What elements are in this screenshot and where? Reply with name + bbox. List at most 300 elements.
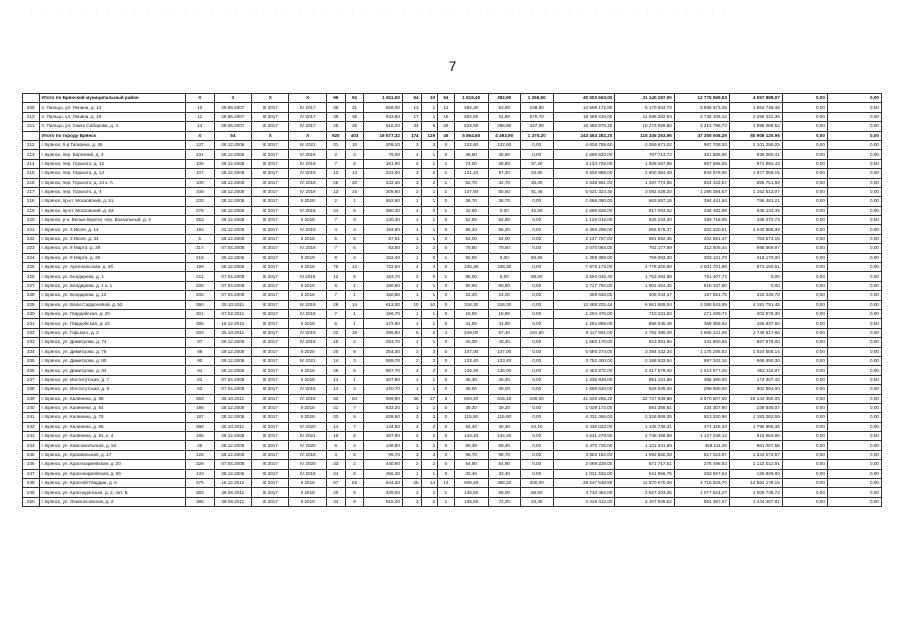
- table-row: [23, 328, 882, 337]
- table-row: [23, 403, 882, 412]
- cell-fund-1: 11 598 262,53: [615, 112, 674, 121]
- cell-no: 216: [23, 178, 40, 187]
- cell-area-living: 36: [402, 394, 421, 403]
- cell-cost-total: 2 717 792,00: [553, 281, 615, 290]
- cell-residents: 1: [438, 272, 455, 281]
- table-row: [23, 375, 882, 384]
- cell-address: г. Брянск, ул. Калинина, д. 85: [39, 422, 185, 431]
- cell-fund-4: 0,00: [782, 187, 827, 196]
- cell-residential: 36,90: [488, 150, 520, 159]
- cell-area-living: 13: [402, 103, 421, 112]
- cell-year: 389: [185, 422, 214, 431]
- cell-fund-4: 0,00: [782, 291, 827, 300]
- cell-date-start: III 2017: [252, 234, 289, 243]
- cell-fund-1: 2 748 458,58: [615, 432, 674, 441]
- cell-fund-2: 524 432,57: [674, 178, 729, 187]
- cell-year: 11: [185, 112, 214, 121]
- cell-floors: 2: [326, 197, 345, 206]
- cell-no: 221: [23, 225, 40, 234]
- cell-nonresidential: 88,00: [520, 272, 553, 281]
- cell-year: 216: [185, 253, 214, 262]
- cell-fund-5: 0,00: [827, 347, 881, 356]
- cell-residential: 0,00: [488, 272, 520, 281]
- cell-no: 228: [23, 291, 40, 300]
- cell-year: 91: [185, 366, 214, 375]
- cell-area-living: 34: [402, 122, 421, 131]
- cell-entrances: 7: [345, 422, 364, 431]
- cell-fund-3: 0,00: [729, 281, 782, 290]
- cell-fund-4: 0,00: [782, 413, 827, 422]
- cell-residents: 1: [438, 169, 455, 178]
- cell-cost-total: 2 638 961,00: [553, 178, 615, 187]
- cell-address: г. Брянск, ул. Вали Сафроновой, д. 52: [39, 300, 185, 309]
- cell-nonresidential: 0,00: [520, 197, 553, 206]
- cell-floors: 6: [326, 441, 345, 450]
- cell-year: 53: [185, 385, 214, 394]
- cell-form: 28.12.2006: [214, 441, 251, 450]
- cell-residents: 0: [438, 450, 455, 459]
- cell-no: 209: [23, 103, 40, 112]
- cell-area-nonliving: 1: [421, 309, 438, 318]
- cell-residents: 0: [438, 422, 455, 431]
- cell-residential: 352,90: [488, 94, 520, 103]
- cell-year: 199: [185, 263, 214, 272]
- cell-address: г. Брянск, пер. Березний, д. 3: [39, 150, 185, 159]
- cell-fund-4: 0,00: [782, 281, 827, 290]
- cell-bldg: 316,30: [454, 300, 488, 309]
- cell-cost-total: 1 369 388,00: [553, 253, 615, 262]
- cell-fund-3: 1 795 666,36: [729, 422, 782, 431]
- cell-date-plan: IV 2019: [289, 178, 326, 187]
- cell-area-living: 3: [402, 140, 421, 149]
- cell-form: 28.12.2006: [214, 450, 251, 459]
- cell-floors: 8: [326, 253, 345, 262]
- cell-bldg: 249,00: [454, 328, 488, 337]
- cell-form: 28.06.2011: [214, 497, 251, 506]
- cell-year: 10: [185, 103, 214, 112]
- cell-area-total: 644,40: [364, 479, 403, 488]
- cell-fund-5: 0,00: [827, 366, 881, 375]
- cell-nonresidential: 1 370,20: [520, 131, 553, 140]
- cell-entrances: 36: [345, 112, 364, 121]
- cell-fund-5: 0,00: [827, 497, 881, 506]
- cell-fund-4: 0,00: [782, 488, 827, 497]
- cell-form: 29.12.2006: [214, 253, 251, 262]
- cell-fund-4: 0,00: [782, 169, 827, 178]
- cell-no: 230: [23, 309, 40, 318]
- cell-fund-4: 0,00: [782, 385, 827, 394]
- cell-fund-2: 4 716 926,70: [674, 479, 729, 488]
- cell-residents: 0: [438, 291, 455, 300]
- cell-area-total: 96,70: [364, 450, 403, 459]
- cell-fund-5: 0,00: [827, 328, 881, 337]
- cell-date-start: III 2017: [252, 263, 289, 272]
- cell-entrances: 6: [345, 488, 364, 497]
- cell-residential: 43,30: [488, 338, 520, 347]
- cell-entrances: 3: [345, 225, 364, 234]
- cell-fund-1: 1 605 267,55: [615, 159, 674, 168]
- cell-cost-total: 2 147 757,00: [553, 234, 615, 243]
- cell-date-plan: II 2018: [289, 488, 326, 497]
- cell-date-plan: II 2019: [289, 319, 326, 328]
- cell-area-total: 144,80: [364, 422, 403, 431]
- cell-bldg: 147,90: [454, 187, 488, 196]
- cell-area-total: 193,90: [364, 225, 403, 234]
- cell-area-living: 174: [402, 131, 421, 140]
- cell-floors: 7: [326, 159, 345, 168]
- cell-address: г. Брянск, пер. Горького, д. 12: [39, 159, 185, 168]
- cell-year: 90: [185, 356, 214, 365]
- cell-fund-1: 762 177,59: [615, 244, 674, 253]
- cell-residential: 59,30: [488, 441, 520, 450]
- cell-nonresidential: 0,00: [520, 432, 553, 441]
- cell-date-plan: IV 2019: [289, 244, 326, 253]
- cell-date-start: III 2017: [252, 385, 289, 394]
- cell-floors: 14: [326, 385, 345, 394]
- cell-fund-3: 435 072,73: [729, 216, 782, 225]
- cell-bldg: 804,40: [454, 394, 488, 403]
- cell-residential: 39,20: [488, 403, 520, 412]
- cell-form: 29.06.2007: [214, 112, 251, 121]
- cell-floors: 34: [326, 497, 345, 506]
- cell-residents: 0: [438, 140, 455, 149]
- cell-fund-3: 1 344 072,87: [729, 450, 782, 459]
- cell-nonresidential: 0,00: [520, 403, 553, 412]
- cell-fund-2: 1 965 141,65: [674, 328, 729, 337]
- cell-address: г. Брянск, б-р Гагарина, д. 26: [39, 140, 185, 149]
- cell-fund-5: 0,00: [827, 150, 881, 159]
- cell-bldg: 74,00: [454, 159, 488, 168]
- cell-fund-5: 0,00: [827, 263, 881, 272]
- cell-residents: 0: [438, 403, 455, 412]
- cell-no: 224: [23, 253, 40, 262]
- cell-no: 243: [23, 432, 40, 441]
- total-row: [23, 94, 882, 103]
- cell-fund-4: 0,00: [782, 131, 827, 140]
- cell-cost-total: 12 489 202,44: [553, 300, 615, 309]
- cell-area-living: 3: [402, 178, 421, 187]
- cell-fund-5: 0,00: [827, 103, 881, 112]
- cell-area-nonliving: 1: [421, 403, 438, 412]
- cell-bldg: 39,20: [454, 403, 488, 412]
- cell-form: 54: [214, 131, 251, 140]
- cell-area-living: 1: [402, 385, 421, 394]
- cell-floors: 21: [326, 403, 345, 412]
- cell-address: г. Брянск, ул. Институтская, д. 9: [39, 385, 185, 394]
- cell-area-living: 64: [402, 94, 421, 103]
- cell-date-plan: II 2018: [289, 197, 326, 206]
- cell-date-start: III 2017: [252, 394, 289, 403]
- cell-residential: 33,40: [488, 469, 520, 478]
- cell-fund-5: 0,00: [827, 338, 881, 347]
- cell-date-start: III 2017: [252, 150, 289, 159]
- cell-form: 07.04.2008: [214, 272, 251, 281]
- cell-residential: 98,70: [488, 450, 520, 459]
- cell-fund-4: 0,00: [782, 94, 827, 103]
- cell-residents: 0: [438, 319, 455, 328]
- cell-no: [23, 131, 40, 140]
- cell-cost-total: 3 752 400,00: [553, 356, 615, 365]
- cell-form: 16.12.2010: [214, 479, 251, 488]
- cell-bldg: 136,50: [454, 488, 488, 497]
- cell-date-start: III 2017: [252, 159, 289, 168]
- cell-fund-5: 0,00: [827, 309, 881, 318]
- cell-area-total: 613,30: [364, 300, 403, 309]
- cell-area-living: 2: [402, 432, 421, 441]
- cell-nonresidential: 37,20: [520, 159, 553, 168]
- cell-floors: 7: [326, 244, 345, 253]
- cell-nonresidential: 0,00: [520, 150, 553, 159]
- cell-fund-5: 0,00: [827, 159, 881, 168]
- cell-floors: 14: [326, 375, 345, 384]
- cell-area-nonliving: 2: [421, 441, 438, 450]
- cell-residential: 56,20: [488, 225, 520, 234]
- cell-cost-total: 1 204 476,00: [553, 309, 615, 318]
- cell-fund-4: 0,00: [782, 140, 827, 149]
- cell-year: 383: [185, 488, 214, 497]
- cell-residents: 0: [438, 441, 455, 450]
- cell-nonresidential: 0,00: [520, 300, 553, 309]
- cell-area-nonliving: 1: [421, 338, 438, 347]
- cell-entrances: 3: [345, 216, 364, 225]
- cell-fund-2: 815 337,60: [674, 281, 729, 290]
- table-row: [23, 263, 882, 272]
- cell-bldg: 147,00: [454, 347, 488, 356]
- cell-area-nonliving: 1: [421, 159, 438, 168]
- cell-address: г. Брянск, ул. Гвардейская, д. 20: [39, 309, 185, 318]
- cell-no: 248: [23, 479, 40, 488]
- cell-residents: 0: [438, 309, 455, 318]
- cell-form: 07.02.2011: [214, 309, 251, 318]
- cell-fund-2: 234 307,90: [674, 403, 729, 412]
- cell-cost-total: 3 134 726,00: [553, 159, 615, 168]
- cell-area-living: 1: [402, 291, 421, 300]
- cell-address: п. Пальцо, ул. Ленина, д. 14: [39, 103, 185, 112]
- cell-area-total: 87,81: [364, 234, 403, 243]
- cell-no: 223: [23, 244, 40, 253]
- cell-date-start: Х: [252, 94, 289, 103]
- cell-date-plan: IV 2017: [289, 112, 326, 121]
- table-row: [23, 122, 882, 131]
- scan-noise: · ˙ ‧ · ˙ · ‧ ˙ · · ˙ ‧ · ˙ · ‧ · ˙ · ‧ ˙ · · ˙ ‧ · ˙ · ‧ · ˙ · ‧ ˙ · · ˙ ‧ · ˙ · ‧ · ˙ · ‧ ˙ · · ˙ ‧ · ˙ · ‧: [30, 8, 729, 15]
- cell-fund-1: 2 188 533,54: [615, 356, 674, 365]
- cell-fund-5: 0,00: [827, 469, 881, 478]
- cell-date-plan: IV 2019: [289, 159, 326, 168]
- cell-fund-2: 4 213 798,72: [674, 122, 729, 131]
- cell-fund-5: 0,00: [827, 216, 881, 225]
- cell-date-plan: IV 2019: [289, 225, 326, 234]
- cell-cost-total: 4 453 672,00: [553, 366, 615, 375]
- cell-nonresidential: 0,00: [520, 244, 553, 253]
- table-row: [23, 300, 882, 309]
- cell-fund-5: 0,00: [827, 356, 881, 365]
- cell-cost-total: 1 698 620,00: [553, 385, 615, 394]
- cell-date-start: III 2017: [252, 497, 289, 506]
- cell-residents: 45: [438, 131, 455, 140]
- cell-fund-1: 663 697,16: [615, 197, 674, 206]
- cell-area-total: 207,80: [364, 375, 403, 384]
- cell-area-total: 633,80: [364, 112, 403, 121]
- cell-date-plan: II 2019: [289, 253, 326, 262]
- cell-nonresidential: 0,00: [520, 281, 553, 290]
- cell-residential: 316,30: [488, 300, 520, 309]
- cell-no: 241: [23, 413, 40, 422]
- cell-fund-2: 202 320,51: [674, 225, 729, 234]
- cell-fund-5: 0,00: [827, 441, 881, 450]
- cell-area-living: 2: [402, 159, 421, 168]
- cell-fund-5: 0,00: [827, 187, 881, 196]
- cell-entrances: 403: [345, 131, 364, 140]
- cell-fund-1: 891 131,88: [615, 375, 674, 384]
- cell-area-total: 16 577,32: [364, 131, 403, 140]
- cell-residents: 1: [438, 159, 455, 168]
- cell-entrances: 25: [345, 122, 364, 131]
- cell-fund-2: 967 708,33: [674, 140, 729, 149]
- cell-cost-total: 2 470 726,00: [553, 441, 615, 450]
- cell-date-plan: II 2018: [289, 413, 326, 422]
- cell-year: 187: [185, 413, 214, 422]
- cell-residential: 39,00: [488, 385, 520, 394]
- cell-address: г. Брянск, ул. Димитрова, д. 74: [39, 338, 185, 347]
- cell-fund-3: 125 929,90: [729, 469, 782, 478]
- cell-fund-3: 1 064 748,48: [729, 103, 782, 112]
- cell-floors: 36: [326, 103, 345, 112]
- cell-bldg: 492,30: [454, 103, 488, 112]
- cell-fund-4: 0,00: [782, 159, 827, 168]
- cell-fund-5: 0,00: [827, 112, 881, 121]
- cell-cost-total: 1 335 939,00: [553, 375, 615, 384]
- cell-area-nonliving: 8: [421, 122, 438, 131]
- cell-date-plan: IV 2019: [289, 309, 326, 318]
- cell-fund-4: 0,00: [782, 338, 827, 347]
- cell-area-nonliving: 3: [421, 450, 438, 459]
- cell-area-nonliving: 2: [421, 432, 438, 441]
- cell-area-total: 231,00: [364, 169, 403, 178]
- cell-nonresidential: 0,00: [520, 263, 553, 272]
- cell-bldg: 52,90: [454, 216, 488, 225]
- cell-bldg: 41,90: [454, 319, 488, 328]
- cell-cost-total: 4 628 765,60: [553, 140, 615, 149]
- cell-area-nonliving: 0: [421, 206, 438, 215]
- cell-bldg: 36,70: [454, 197, 488, 206]
- cell-fund-1: 1 902 454,45: [615, 281, 674, 290]
- cell-fund-2: 1 077 524,27: [674, 488, 729, 497]
- cell-fund-5: 0,00: [827, 244, 881, 253]
- cell-area-total: 180,60: [364, 281, 403, 290]
- cell-no: 218: [23, 197, 40, 206]
- cell-fund-5: 0,00: [827, 319, 881, 328]
- cell-area-living: 3: [402, 187, 421, 196]
- cell-floors: 6: [326, 319, 345, 328]
- table-row: [23, 309, 882, 318]
- cell-bldg: 33,40: [454, 469, 488, 478]
- cell-residential: 79,60: [488, 244, 520, 253]
- cell-no: 211: [23, 122, 40, 131]
- cell-fund-1: 3 082 428,20: [615, 187, 674, 196]
- cell-date-start: III 2017: [252, 319, 289, 328]
- cell-fund-4: 0,00: [782, 197, 827, 206]
- cell-address: п. Пальцо, ул. Ленина, д. 15: [39, 112, 185, 121]
- cell-bldg: 144,40: [454, 432, 488, 441]
- cell-fund-2: 2 365 543,85: [674, 300, 729, 309]
- cell-form: 29.12.2006: [214, 150, 251, 159]
- cell-year: 14: [185, 122, 214, 131]
- cell-area-living: 4: [402, 263, 421, 272]
- cell-residents: 26: [438, 122, 455, 131]
- cell-fund-3: 80 908 120,95: [729, 131, 782, 140]
- cell-floors: 28: [326, 178, 345, 187]
- cell-cost-total: 1 683 170,00: [553, 338, 615, 347]
- cell-nonresidential: 300,00: [520, 479, 553, 488]
- cell-floors: 920: [326, 131, 345, 140]
- cell-area-living: 2: [402, 272, 421, 281]
- cell-date-start: III 2017: [252, 441, 289, 450]
- table-row: [23, 413, 882, 422]
- cell-form: 07.04.2008: [214, 375, 251, 384]
- cell-area-nonliving: 4: [421, 263, 438, 272]
- cell-fund-3: 155 837,60: [729, 319, 782, 328]
- cell-form: 25.10.2011: [214, 394, 251, 403]
- cell-area-nonliving: 3: [421, 413, 438, 422]
- cell-fund-2: 402 591,47: [674, 234, 729, 243]
- cell-no: 229: [23, 300, 40, 309]
- cell-fund-3: 871 150,61: [729, 263, 782, 272]
- cell-entrances: 15: [345, 328, 364, 337]
- table-row: [23, 272, 882, 281]
- cell-date-plan: IV 2018: [289, 385, 326, 394]
- cell-no: 231: [23, 319, 40, 328]
- cell-no: 233: [23, 338, 40, 347]
- cell-form: 28.12.2006: [214, 234, 251, 243]
- cell-floors: 20: [326, 488, 345, 497]
- cell-fund-2: 913 330,96: [674, 413, 729, 422]
- cell-fund-3: 19 144 350,00: [729, 394, 782, 403]
- cell-residents: 2: [438, 187, 455, 196]
- cell-fund-1: 710 231,93: [615, 309, 674, 318]
- cell-date-start: III 2017: [252, 413, 289, 422]
- cell-area-living: 1: [402, 197, 421, 206]
- cell-fund-3: 1 183 262,59: [729, 413, 782, 422]
- cell-entrances: 4: [345, 253, 364, 262]
- cell-fund-4: 0,00: [782, 103, 827, 112]
- cell-address: г. Брянск, пр-кт. Московский, д. 53: [39, 206, 185, 215]
- cell-no: 225: [23, 263, 40, 272]
- cell-cost-total: 3 436 032,00: [553, 422, 615, 431]
- cell-floors: 20: [326, 347, 345, 356]
- cell-date-plan: Х: [289, 94, 326, 103]
- cell-residents: 0: [438, 225, 455, 234]
- cell-form: 3: [214, 94, 251, 103]
- cell-no: 245: [23, 450, 40, 459]
- cell-residents: 0: [438, 469, 455, 478]
- cell-fund-1: 2 359 671,02: [615, 140, 674, 149]
- cell-nonresidential: 0,00: [520, 234, 553, 243]
- cell-cost-total: 1 120 012,00: [553, 216, 615, 225]
- cell-year: 107: [185, 169, 214, 178]
- cell-form: 07.04.2008: [214, 281, 251, 290]
- cell-fund-2: 3 905 673,49: [674, 103, 729, 112]
- cell-area-nonliving: 1: [421, 234, 438, 243]
- cell-fund-4: 0,00: [782, 403, 827, 412]
- cell-residential: 46,30: [488, 375, 520, 384]
- cell-area-nonliving: 0: [421, 253, 438, 262]
- cell-fund-5: 0,00: [827, 291, 881, 300]
- cell-address: г. Брянск, ул. Комсомольская, д. 54: [39, 441, 185, 450]
- cell-bldg: 115,90: [454, 413, 488, 422]
- cell-fund-2: 12 775 569,53: [674, 94, 729, 103]
- cell-area-living: 1: [402, 309, 421, 318]
- cell-fund-4: 0,00: [782, 206, 827, 215]
